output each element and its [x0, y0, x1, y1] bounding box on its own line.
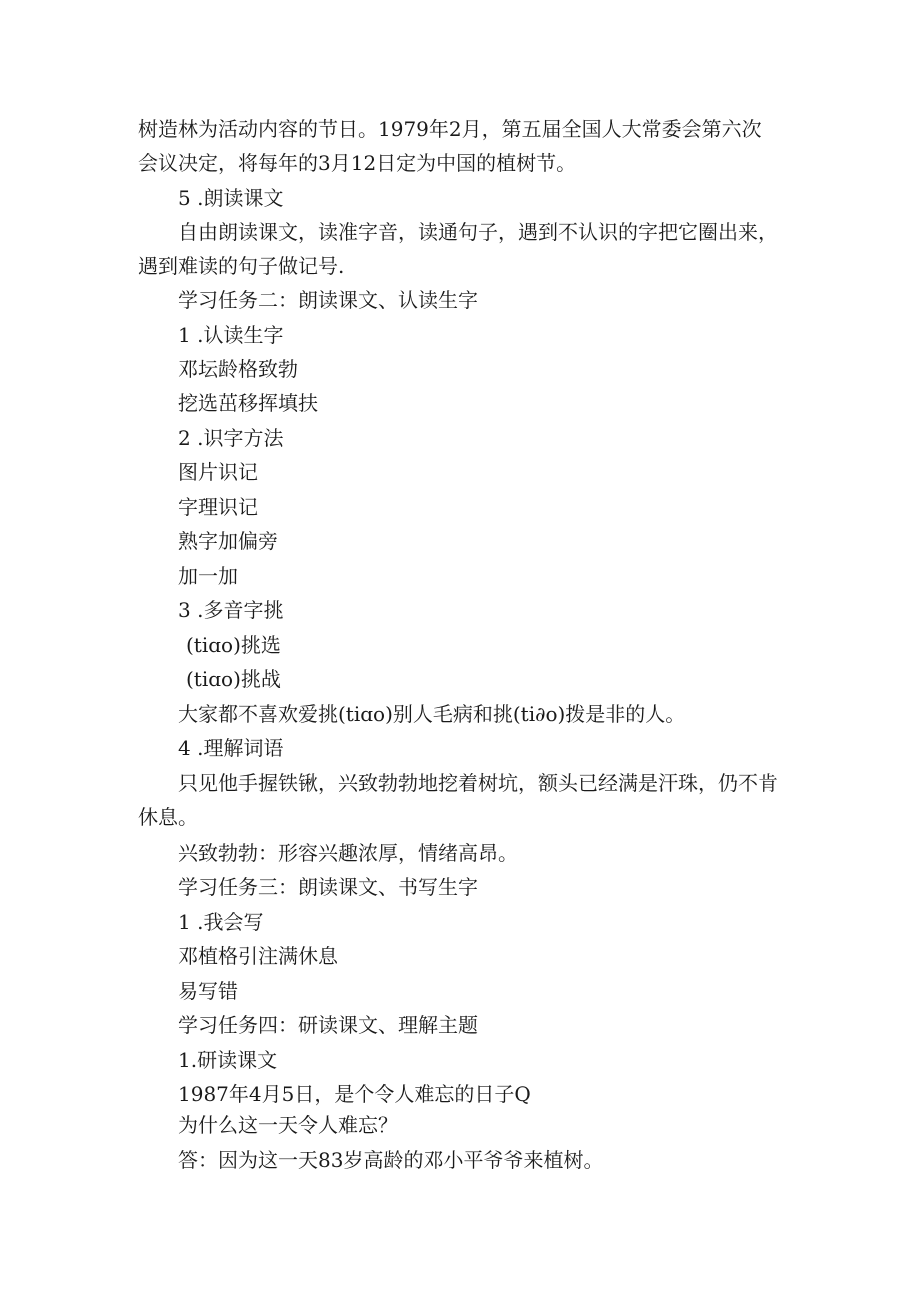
section-heading: 1.研读课文 — [178, 1048, 278, 1072]
section-heading: 5 .朗读课文 — [178, 186, 284, 210]
section-heading: 4 .理解词语 — [178, 736, 284, 760]
body-text: 自由朗读课文，读准字音，读通句子，遇到不认识的字把它圈出来， — [178, 220, 778, 244]
body-text: 遇到难读的句子做记号. — [138, 254, 345, 278]
list-item: 加一加 — [178, 564, 238, 588]
character-list: 挖选茁移挥填扶 — [178, 391, 318, 415]
question: 为什么这一天令人难忘？ — [178, 1113, 398, 1137]
answer: 答：因为这一天83岁高龄的邓小平爷爷来植树。 — [178, 1148, 604, 1172]
body-text: 会议决定，将每年的3月12日定为中国的植树节。 — [138, 151, 577, 175]
list-item: 易写错 — [178, 979, 238, 1003]
body-text: 休息。 — [138, 805, 198, 829]
list-item: 熟字加偏旁 — [178, 529, 278, 553]
body-text: 1987年4月5日，是个令人难忘的日子Q — [178, 1082, 531, 1106]
pinyin-item: (tiɑo)挑选 — [186, 633, 281, 657]
character-list: 邓坛龄格致勃 — [178, 357, 298, 381]
task-heading: 学习任务四：研读课文、理解主题 — [178, 1013, 478, 1037]
section-heading: 1 .认读生字 — [178, 323, 284, 347]
task-heading: 学习任务二：朗读课文、认读生字 — [178, 288, 478, 312]
list-item: 字理识记 — [178, 495, 258, 519]
character-list: 邓植格引注满休息 — [178, 944, 338, 968]
task-heading: 学习任务三：朗读课文、书写生字 — [178, 875, 478, 899]
definition: 兴致勃勃：形容兴趣浓厚，情绪高昂。 — [178, 841, 518, 865]
section-heading: 3 .多音字挑 — [178, 598, 284, 622]
body-text: 只见他手握铁锹，兴致勃勃地挖着树坑，额头已经满是汗珠，仍不肯 — [178, 771, 778, 795]
section-heading: 1 .我会写 — [178, 910, 264, 934]
list-item: 图片识记 — [178, 460, 258, 484]
pinyin-item: (tiɑo)挑战 — [186, 667, 281, 691]
section-heading: 2 .识字方法 — [178, 426, 284, 450]
example-sentence: 大家都不喜欢爱挑(tiɑo)别人毛病和挑(ti∂o)拨是非的人。 — [178, 702, 686, 726]
body-text: 树造林为活动内容的节日。1979年2月，第五届全国人大常委会第六次 — [138, 117, 762, 141]
